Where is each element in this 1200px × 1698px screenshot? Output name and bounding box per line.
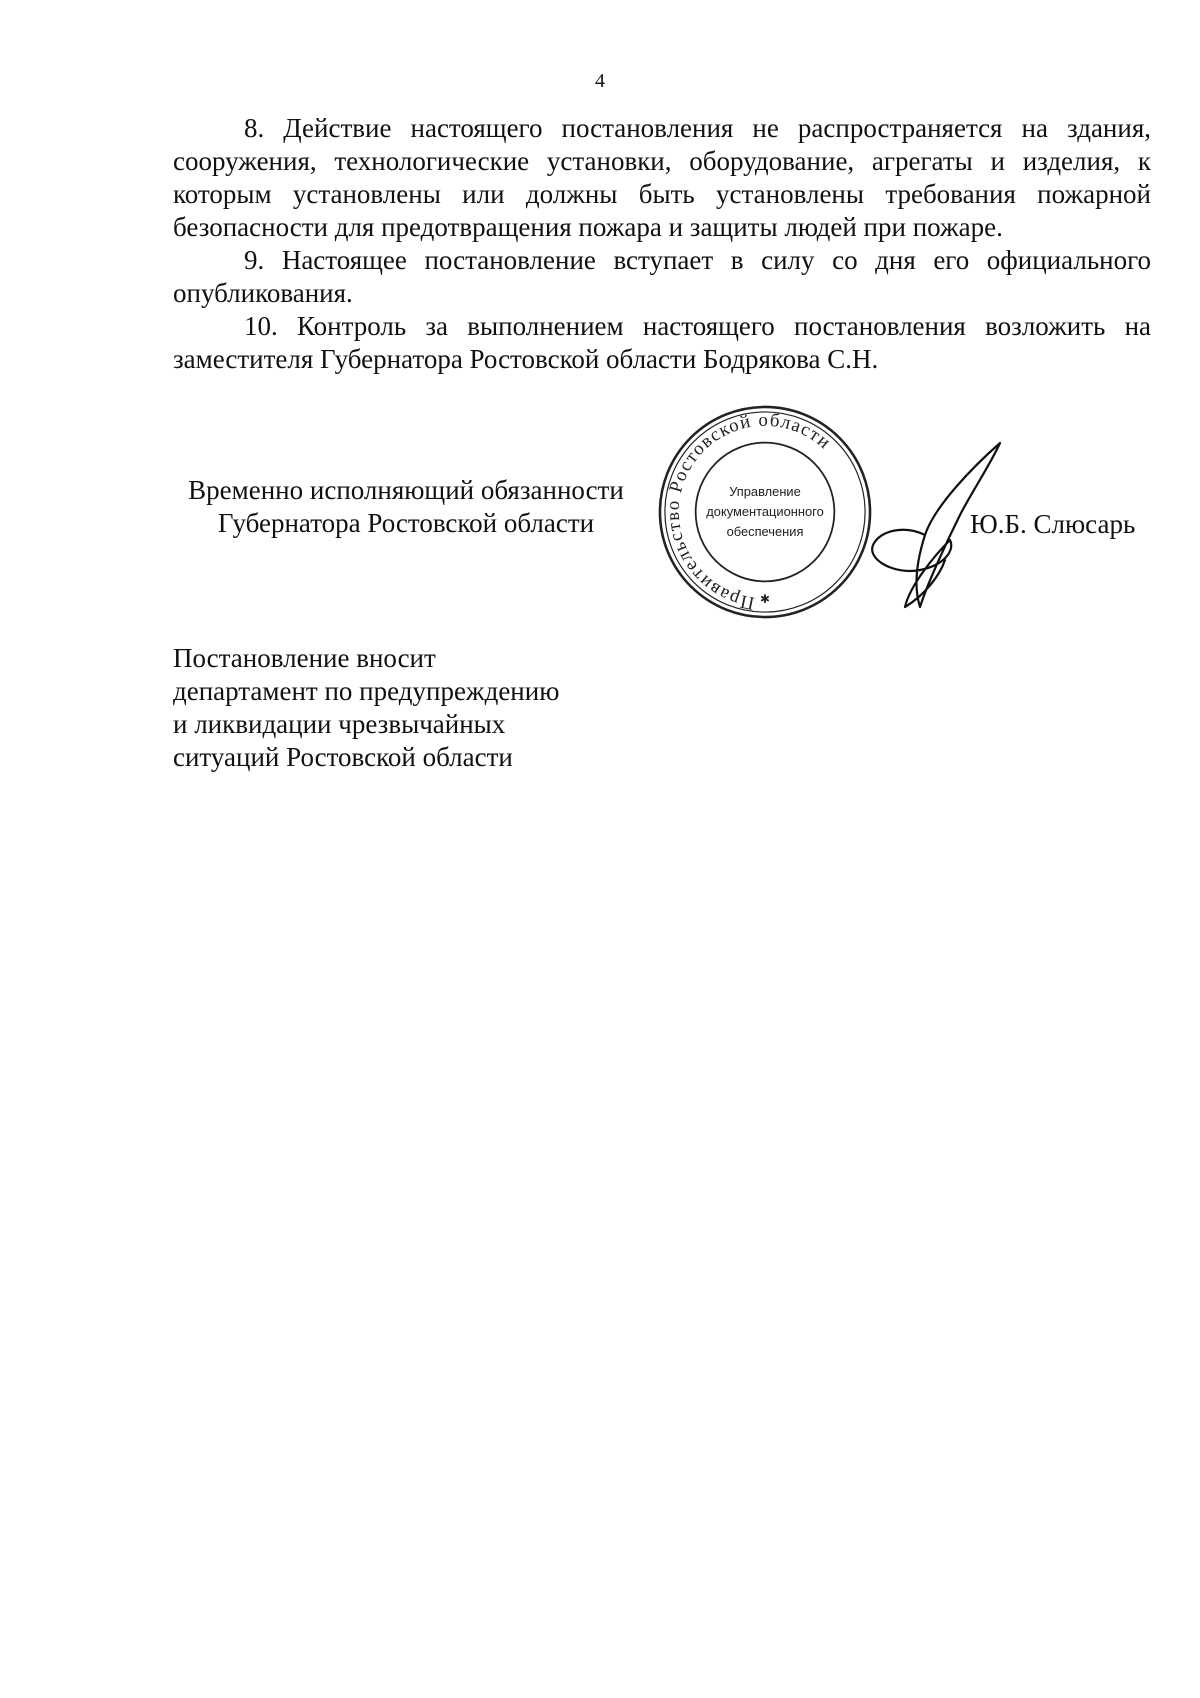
introduced-by-line-4: ситуаций Ростовской области [173,742,513,772]
signer-name: Ю.Б. Слюсарь [970,509,1136,539]
stamp-ring-text: Правительство Ростовской области [662,409,836,614]
official-stamp [656,403,874,621]
stamp-star-icon: ✱ [760,592,770,607]
signatory-title [166,474,646,540]
signatory-title-line-2: Губернатора Ростовской области [217,508,595,538]
stamp-center-line-2: документационного [706,503,824,519]
stamp-center-line-1: Управление [729,484,801,500]
paragraph-9: 9. Настоящее постановление вступает в силу со дня его официального опубликования. [173,245,1151,308]
paragraph-8: 8. Действие настоящего постановления не распространяется на здания, сооружения, технологические установки, оборудование, агрегаты и изделия, к которым установлены или должны быть установлены требования пожарной безопасности для предотвращения пожара и защиты людей при пожаре. [173,113,1151,242]
introduced-by-line-3: и ликвидации чрезвычайных [173,709,506,739]
introduced-by-line-2: департамент по предупреждению [173,676,560,706]
introduced-by-line-1: Постановление вносит [173,643,436,673]
page-number: 4 [595,70,605,92]
introduced-by-block [173,642,559,774]
paragraph-10: 10. Контроль за выполнением настоящего постановления возложить на заместителя Губернатора Ростовской области Бодрякова С.Н. [173,311,1151,374]
document-body [173,112,1151,376]
stamp-center-line-3: обеспечения [726,523,804,539]
signatory-title-line-1: Временно исполняющий обязанности [188,475,624,505]
